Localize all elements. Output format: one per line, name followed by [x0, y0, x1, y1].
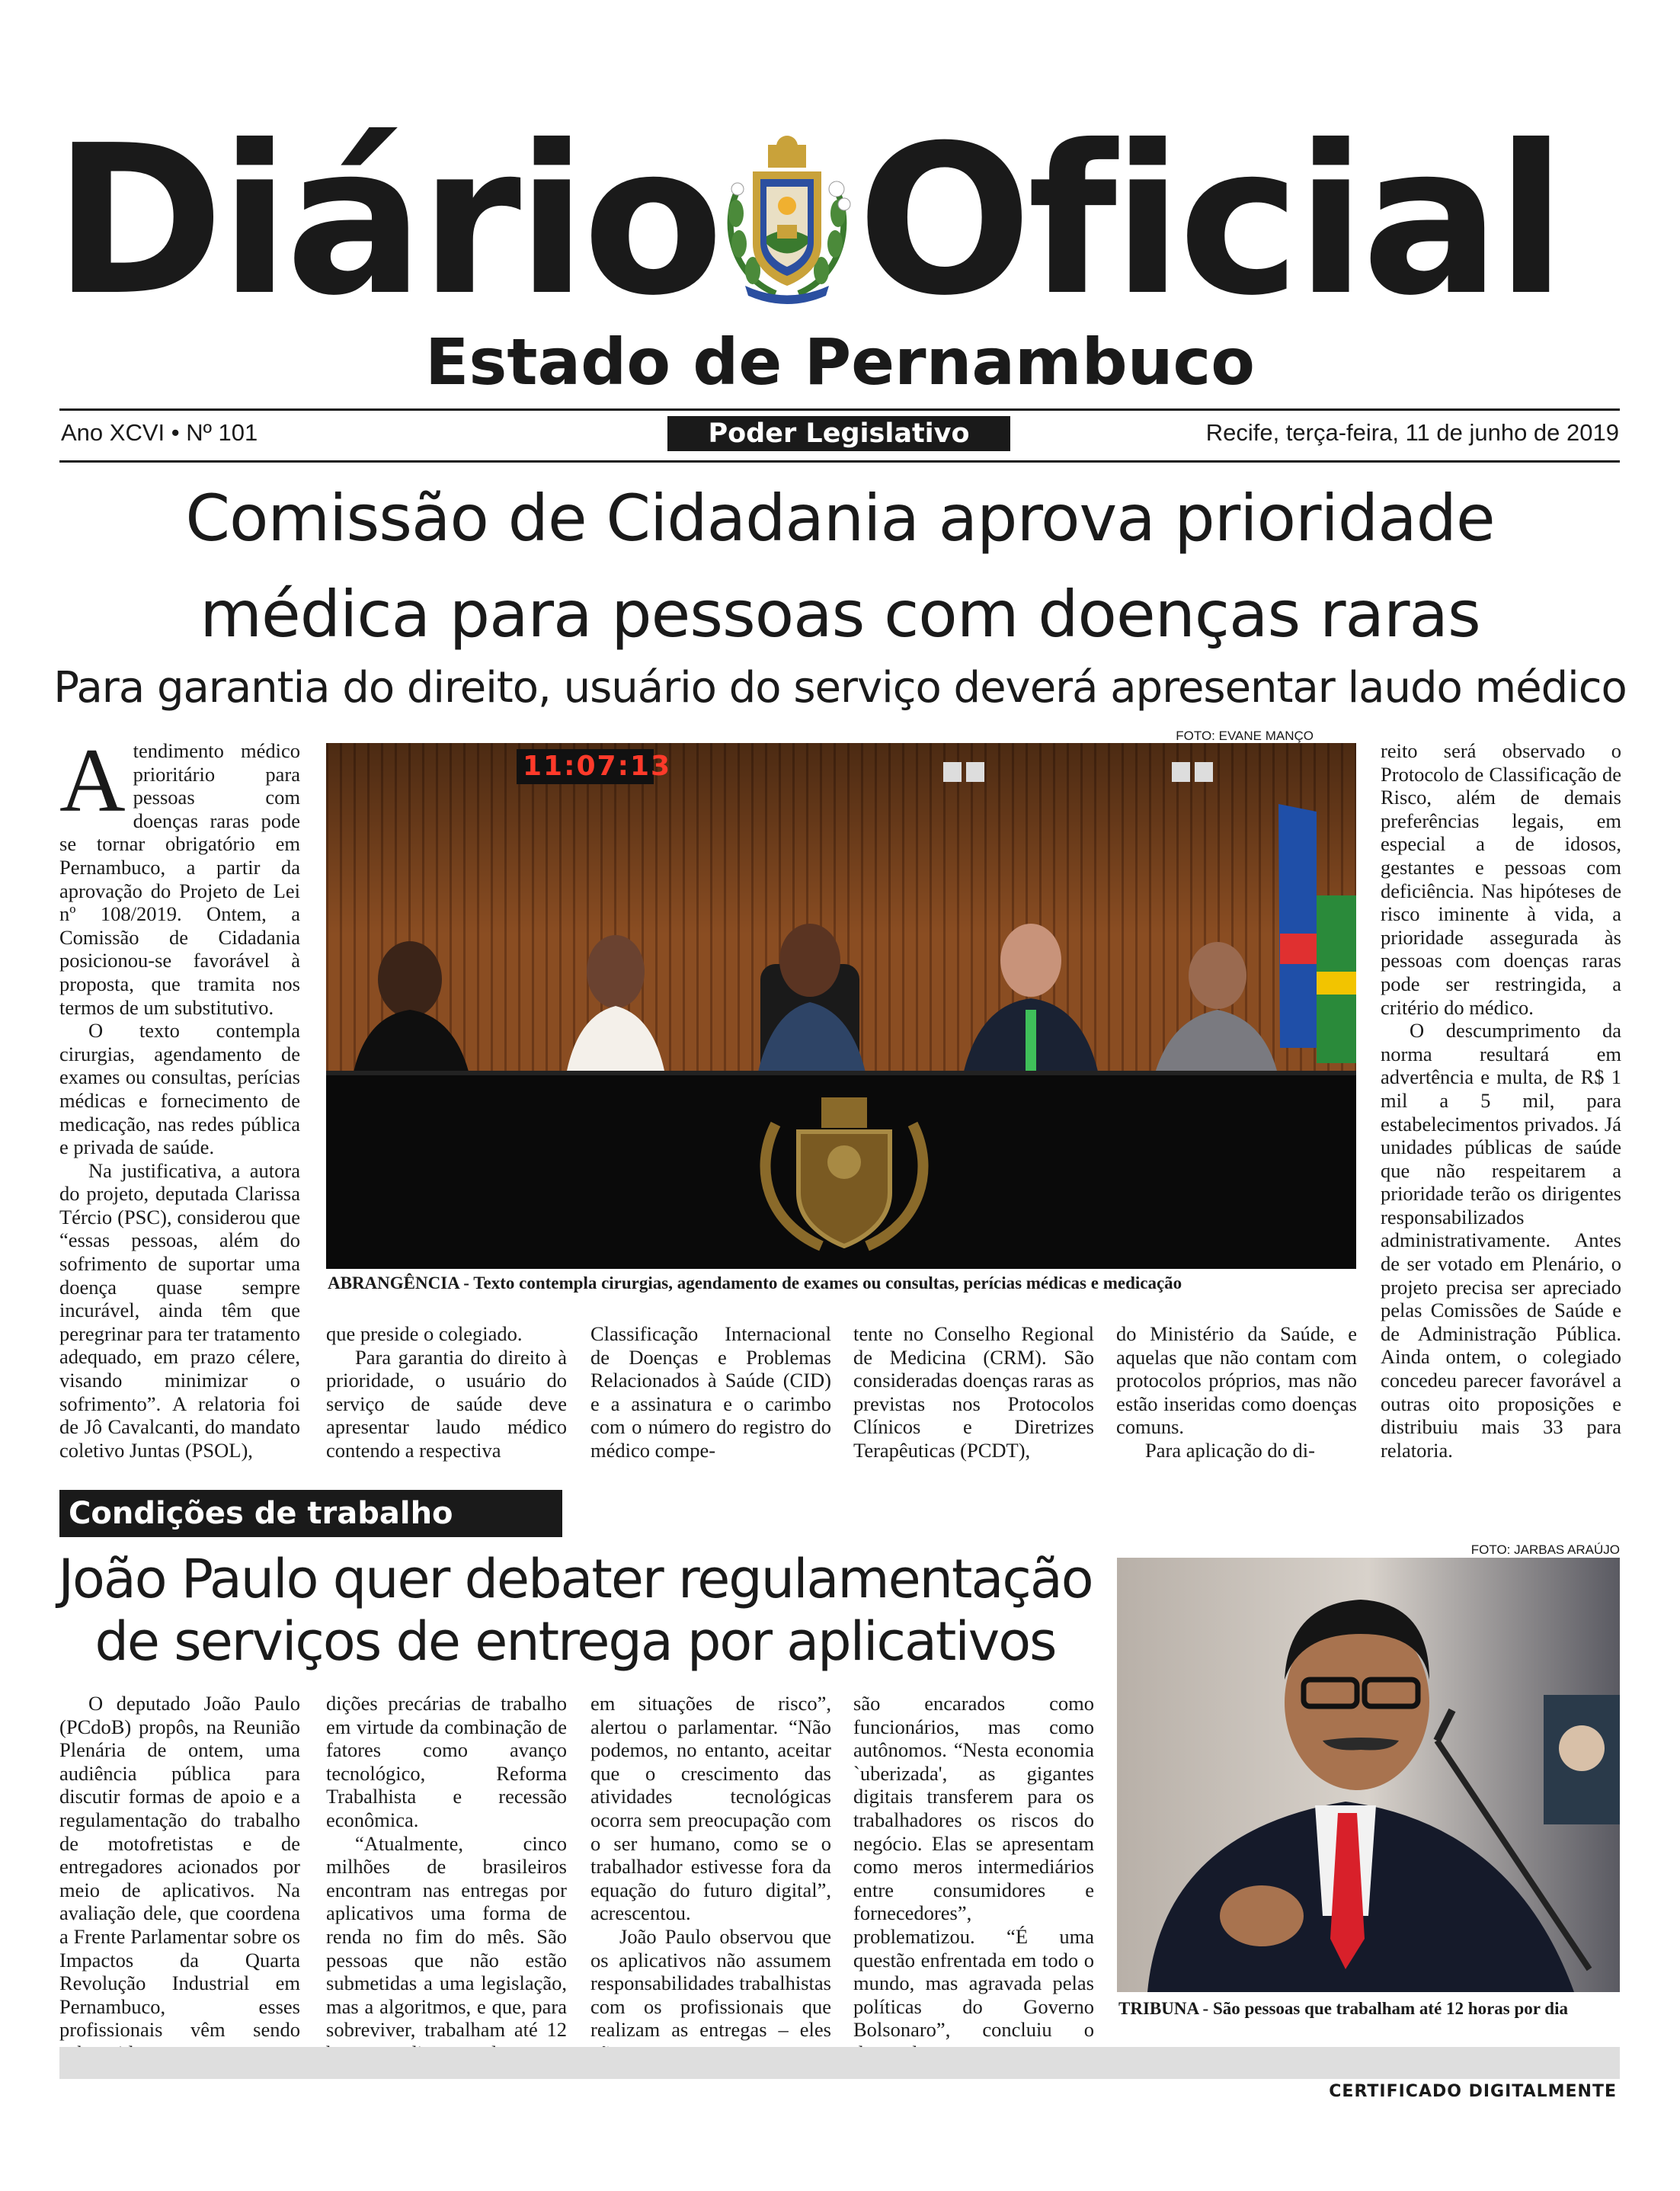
- article1-column-3: [590, 1322, 831, 1462]
- article1-col6-paragraph: reito será observado o Protocolo de Classificação de Risco, além de demais preferências legais, em especial a de idosos, gestantes e pessoas com deficiência. Nas hipóteses de risco iminente à vida, a prioridade assegurada às pessoas com doenças raras pode ser restringida, a critério do médico.: [1381, 739, 1621, 1019]
- coat-of-arms-icon: [722, 130, 852, 305]
- article2-column-1: [59, 1692, 300, 2065]
- article1-col4-paragraph: tente no Conselho Regional de Medicina (CRM). São consideradas doenças raras as previstas nos Protocolos Clínicos e Diretrizes Terapêuticas (PCDT),: [853, 1322, 1094, 1462]
- article2-column-3: [590, 1692, 831, 2065]
- article2-col3-paragraph: em situações de risco”, alertou o parlamentar. “Não podemos, no entanto, aceitar que o crescimento das atividades tecnológicas ocorra sem preocupação com o ser humano, como se o trabalhador estivesse fora da equação do futuro digital”, acrescentou.: [590, 1692, 831, 1925]
- article2-column-4: [853, 1692, 1094, 2065]
- article1-deck: Para garantia do direito, usuário do serviço deverá apresentar laudo médico: [53, 663, 1627, 713]
- article2-col4-paragraph: são encarados como funcionários, mas como autônomos. “Nesta economia `uberizada', as gigantes digitais transferem para os trabalhadores os riscos do negócio. Elas se apresentam como meros intermediários entre consumidores e fornecedores”, problematizou. “É uma questão enfrentada em todo o mundo, mas agravada pelas políticas do Governo Bolsonaro”, concluiu o: [853, 1692, 1094, 2042]
- article2-photo-caption: [1118, 1998, 1568, 2020]
- clock-display: 11:07:13: [523, 751, 672, 782]
- article2-headline-line1: João Paulo quer debater regulamentação: [58, 1548, 1093, 1610]
- article1-headline-line2: médica para pessoas com doenças raras: [200, 577, 1480, 652]
- footer-bar: [59, 2047, 1620, 2079]
- masthead-title-oficial: Oficial: [857, 101, 1562, 341]
- section-label-poder-legislativo: Poder Legislativo: [667, 416, 1010, 451]
- article1-col6-paragraph: O descumprimento da norma resultará em advertência e multa, de R$ 1 mil a 5 mil, para estabelecimentos privados. Já unidades públicas de saúde que não respeitarem a prioridade terão os dirigentes responsabilizados administrativamente. Antes de ser votado em Plenário, o projeto precisa ser apreciado pelas Comissões de Saúde e de Administração Pública. Ainda ontem, o colegiado concedeu parecer favorável a outras oito proposições e distribuiu mais 33 para relatoria.: [1381, 1019, 1621, 1462]
- article2-photo-credit: FOTO: JARBAS ARAÚJO: [1470, 1542, 1620, 1557]
- edition-date: Recife, terça-feira, 11 de junho de 2019: [1205, 419, 1619, 446]
- article2-col2-paragraph: dições precárias de trabalho em virtude da combinação de fatores como avanço tecnológico, Reforma Trabalhista e recessão econômica.: [326, 1692, 567, 1831]
- article1-column-1: [59, 729, 300, 1462]
- article1-column-5: [1116, 1322, 1357, 1462]
- article1-col3-paragraph: Classificação Internacional de Doenças e Problemas Relacionados à Saúde (CID) e a assinatura e o carimbo com o número do registro do médico compe-: [590, 1322, 831, 1462]
- article1-photo-caption: [328, 1273, 1182, 1294]
- article1-dropcap: A: [59, 729, 126, 831]
- masthead-rule-bottom: [59, 460, 1620, 463]
- article2-col2-paragraph: “Atualmente, cinco milhões de brasileiros encontram nas entregas por aplicativos uma forma de renda no fim do mês. São pessoas que não estão submetidas a uma legislação, mas a algoritmos, e que, para sobreviver, trabalham até 12: [326, 1831, 567, 2042]
- article1-headline-line1: Comissão de Cidadania aprova prioridade: [185, 481, 1495, 556]
- article1-photo-credit: FOTO: EVANE MANÇO: [1176, 729, 1314, 743]
- article1-col5-paragraph: do Ministério da Saúde, e aquelas que não contam com protocolos próprios, mas não estão inseridas como doenças comuns.: [1116, 1322, 1357, 1439]
- article1-col1-paragraph: O texto contempla cirurgias, agendamento de exames ou consultas, perícias médicas e fornecimento de medicação, nas redes pública e privada de saúde.: [59, 1019, 300, 1159]
- article2-column-2: [326, 1692, 567, 2065]
- article1-caption-label: ABRANGÊNCIA -: [328, 1273, 474, 1292]
- article1-column-4: [853, 1322, 1094, 1462]
- article1-col1-text: tendimento médico prioritário para pessoas com doenças raras pode se tornar obrigatório em Pernambuco, a partir da aprovação do Projeto de Lei nº 108/2019. Ontem, a Comissão de Cidadania posicionou-se favorável à proposta, que tramita nos termos de um substitutivo.: [59, 739, 300, 1019]
- article1-caption-text: Texto contempla cirurgias, agendamento de exames ou consultas, perícias médicas e medicação: [473, 1273, 1182, 1292]
- article2-col1-paragraph: O deputado João Paulo (PCdoB) propôs, na Reunião Plenária de ontem, uma audiência pública para discutir formas de apoio e a regulamentação do trabalho de motofretistas e de entregadores acionados por meio de aplicativos. Na avaliação dele, que coordena a Frente Parlamentar sobre os Impactos da Quarta Revolução Industrial em Pernambuco, esses profissionais vêm sendo: [59, 1692, 300, 2042]
- article2-headline-line2: de serviços de entrega por aplicativos: [94, 1610, 1056, 1673]
- article1-col1-paragraph: Na justificativa, a autora do projeto, deputada Clarissa Tércio (PSC), considerou que “essas pessoas, além do sofrimento de suportar uma doença quase sempre incurável, ainda têm que peregrinar para ter tratamento adequado, em prazo célere, visando minimizar o sofrimento”. A relatoria foi de Jô Cavalcanti, do mandato coletivo Juntas (PSOL),: [59, 1158, 300, 1462]
- section-label-condicoes-de-trabalho: Condições de trabalho: [59, 1490, 562, 1537]
- article1-photo: [326, 743, 1356, 1269]
- article2-photo: [1117, 1558, 1620, 1992]
- article2-caption-text: São pessoas que trabalham até 12 horas por dia: [1212, 1999, 1568, 2018]
- article1-col2-paragraph: Para garantia do direito à prioridade, o usuário do serviço de saúde deve apresentar laudo médico contendo a respectiva: [326, 1345, 567, 1462]
- footer-certified-label: CERTIFICADO DIGITALMENTE: [1329, 2082, 1617, 2101]
- article2-col3-paragraph: João Paulo observou que os aplicativos não assumem responsabilidades trabalhistas com os profissionais que realizam as entregas – eles: [590, 1924, 831, 2042]
- masthead-title-diario: Diário: [53, 101, 720, 341]
- article1-col5-paragraph: Para aplicação do di-: [1145, 1438, 1315, 1462]
- masthead-subtitle: Estado de Pernambuco: [424, 325, 1256, 399]
- article2-caption-label: TRIBUNA -: [1118, 1999, 1213, 2018]
- article1-column-6: [1381, 739, 1621, 1462]
- article1-col2-paragraph: que preside o colegiado.: [326, 1322, 523, 1345]
- article1-column-2: [326, 1322, 567, 1462]
- edition-number: Ano XCVI • Nº 101: [61, 419, 258, 446]
- masthead-rule-top: [59, 408, 1620, 411]
